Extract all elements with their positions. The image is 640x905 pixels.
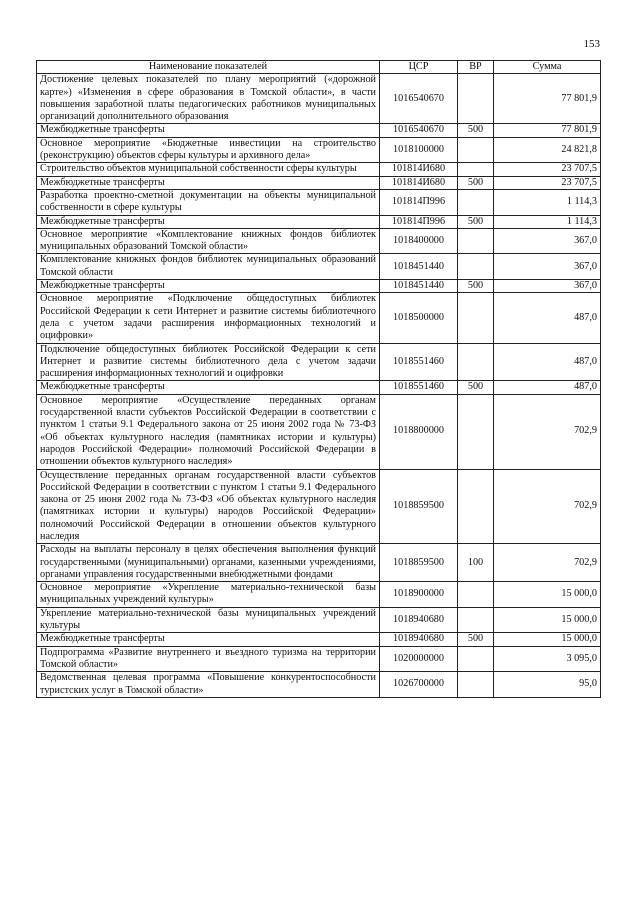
row-vr — [458, 469, 494, 544]
row-sum: 23 707,5 — [494, 163, 601, 176]
table-row — [37, 646, 601, 672]
row-sum: 77 801,9 — [494, 124, 601, 137]
row-sum: 487,0 — [494, 381, 601, 394]
row-vr — [458, 343, 494, 381]
row-name: Основное мероприятие «Осуществление переданных органам государственной власти субъектов Российской Федерации в соответствии с пунктом 1 статьи 9.1 Федерального закона от 25 июня 2002 года № 73-ФЗ «Об объектах культурного наследия (памятниках истории и культуры) народов Российской Федерации» полномочий Российской Федерации в отношении объектов культурного наследия» — [37, 394, 380, 469]
row-csr: 1026700000 — [380, 672, 458, 698]
row-sum: 702,9 — [494, 469, 601, 544]
row-name: Межбюджетные трансферты — [37, 124, 380, 137]
row-name: Межбюджетные трансферты — [37, 381, 380, 394]
row-sum: 367,0 — [494, 280, 601, 293]
row-sum: 15 000,0 — [494, 582, 601, 608]
table-row — [37, 228, 601, 254]
row-name: Строительство объектов муниципальной собственности сферы культуры — [37, 163, 380, 176]
row-csr: 1016540670 — [380, 74, 458, 124]
row-sum: 95,0 — [494, 672, 601, 698]
row-sum: 15 000,0 — [494, 633, 601, 646]
table-row — [37, 280, 601, 293]
row-csr: 1018940680 — [380, 633, 458, 646]
row-csr: 101814П996 — [380, 189, 458, 215]
table-row — [37, 582, 601, 608]
table-row — [37, 381, 601, 394]
table-row — [37, 163, 601, 176]
table-row — [37, 293, 601, 343]
row-vr: 500 — [458, 215, 494, 228]
row-vr — [458, 163, 494, 176]
header-sum: Сумма — [494, 61, 601, 74]
table-row — [37, 254, 601, 280]
row-csr: 101814П996 — [380, 215, 458, 228]
table-row — [37, 394, 601, 469]
row-vr — [458, 254, 494, 280]
row-name: Основное мероприятие «Комплектование книжных фондов библиотек муниципальных образований Томской области» — [37, 228, 380, 254]
table-row — [37, 469, 601, 544]
row-name: Осуществление переданных органам государственной власти субъектов Российской Федерации в соответствии с пунктом 1 статьи 9.1 Федерального закона от 25 июня 2002 года № 73-ФЗ «Об объектах культурного наследия (памятниках истории и культуры) народов Российской Федерации» полномочий Российской Федерации в отношении объектов культурного наследия — [37, 469, 380, 544]
header-vr: ВР — [458, 61, 494, 74]
row-vr — [458, 646, 494, 672]
row-name: Разработка проектно-сметной документации на объекты муниципальной собственности в сфере культуры — [37, 189, 380, 215]
row-sum: 487,0 — [494, 293, 601, 343]
table-header-row — [37, 61, 601, 74]
row-csr: 1020000000 — [380, 646, 458, 672]
row-vr — [458, 672, 494, 698]
row-csr: 101814И680 — [380, 176, 458, 189]
row-vr: 100 — [458, 544, 494, 582]
row-name: Комплектование книжных фондов библиотек муниципальных образований Томской области — [37, 254, 380, 280]
table-row — [37, 544, 601, 582]
row-vr — [458, 293, 494, 343]
row-vr: 500 — [458, 176, 494, 189]
row-vr — [458, 74, 494, 124]
row-sum: 367,0 — [494, 228, 601, 254]
table-row — [37, 74, 601, 124]
row-csr: 1018500000 — [380, 293, 458, 343]
table-row — [37, 633, 601, 646]
row-name: Подключение общедоступных библиотек Российской Федерации к сети Интернет и развитие системы библиотечного дела с учетом задачи расширения информационных технологий и оцифровки — [37, 343, 380, 381]
row-vr — [458, 394, 494, 469]
row-sum: 3 095,0 — [494, 646, 601, 672]
row-name: Достижение целевых показателей по плану мероприятий («дорожной карте») «Изменения в сфере образования в Томской области», в части повышения заработной платы педагогических работников муниципальных организаций дополнительного образования — [37, 74, 380, 124]
table-row — [37, 124, 601, 137]
header-csr: ЦСР — [380, 61, 458, 74]
header-name: Наименование показателей — [37, 61, 380, 74]
row-vr: 500 — [458, 124, 494, 137]
row-csr: 1016540670 — [380, 124, 458, 137]
row-sum: 367,0 — [494, 254, 601, 280]
row-name: Межбюджетные трансферты — [37, 215, 380, 228]
table-row — [37, 215, 601, 228]
row-sum: 1 114,3 — [494, 215, 601, 228]
row-csr: 1018400000 — [380, 228, 458, 254]
row-csr: 1018551460 — [380, 343, 458, 381]
row-sum: 77 801,9 — [494, 74, 601, 124]
row-csr: 1018451440 — [380, 280, 458, 293]
row-csr: 1018940680 — [380, 607, 458, 633]
row-sum: 487,0 — [494, 343, 601, 381]
row-vr: 500 — [458, 280, 494, 293]
row-csr: 1018100000 — [380, 137, 458, 163]
row-sum: 23 707,5 — [494, 176, 601, 189]
row-vr: 500 — [458, 633, 494, 646]
row-vr: 500 — [458, 381, 494, 394]
row-vr — [458, 189, 494, 215]
row-csr: 101814И680 — [380, 163, 458, 176]
row-sum: 702,9 — [494, 544, 601, 582]
table-row — [37, 607, 601, 633]
row-vr — [458, 607, 494, 633]
table-row — [37, 176, 601, 189]
row-name: Межбюджетные трансферты — [37, 633, 380, 646]
row-csr: 1018859500 — [380, 469, 458, 544]
page-number: 153 — [583, 38, 600, 50]
row-sum: 15 000,0 — [494, 607, 601, 633]
table-row — [37, 189, 601, 215]
row-vr — [458, 582, 494, 608]
row-vr — [458, 228, 494, 254]
table-row — [37, 343, 601, 381]
row-name: Межбюджетные трансферты — [37, 280, 380, 293]
row-csr: 1018800000 — [380, 394, 458, 469]
row-name: Подпрограмма «Развитие внутреннего и въездного туризма на территории Томской области» — [37, 646, 380, 672]
row-name: Межбюджетные трансферты — [37, 176, 380, 189]
budget-table — [36, 60, 601, 698]
row-name: Основное мероприятие «Укрепление материально-технической базы муниципальных учреждений культуры» — [37, 582, 380, 608]
row-sum: 1 114,3 — [494, 189, 601, 215]
row-name: Ведомственная целевая программа «Повышение конкурентоспособности туристских услуг в Томской области» — [37, 672, 380, 698]
table-row — [37, 137, 601, 163]
row-csr: 1018859500 — [380, 544, 458, 582]
row-name: Основное мероприятие «Подключение общедоступных библиотек Российской Федерации к сети Интернет и развитие системы библиотечного дела с учетом задачи расширения информационных технологий и оцифровки» — [37, 293, 380, 343]
row-sum: 24 821,8 — [494, 137, 601, 163]
row-sum: 702,9 — [494, 394, 601, 469]
row-csr: 1018451440 — [380, 254, 458, 280]
row-csr: 1018900000 — [380, 582, 458, 608]
row-csr: 1018551460 — [380, 381, 458, 394]
row-name: Расходы на выплаты персоналу в целях обеспечения выполнения функций государственными (муниципальными) органами, казенными учреждениями, органами управления государственными внебюджетными фондами — [37, 544, 380, 582]
table-row — [37, 672, 601, 698]
row-name: Основное мероприятие «Бюджетные инвестиции на строительство (реконструкцию) объектов сферы культуры и архивного дела» — [37, 137, 380, 163]
row-name: Укрепление материально-технической базы муниципальных учреждений культуры — [37, 607, 380, 633]
row-vr — [458, 137, 494, 163]
